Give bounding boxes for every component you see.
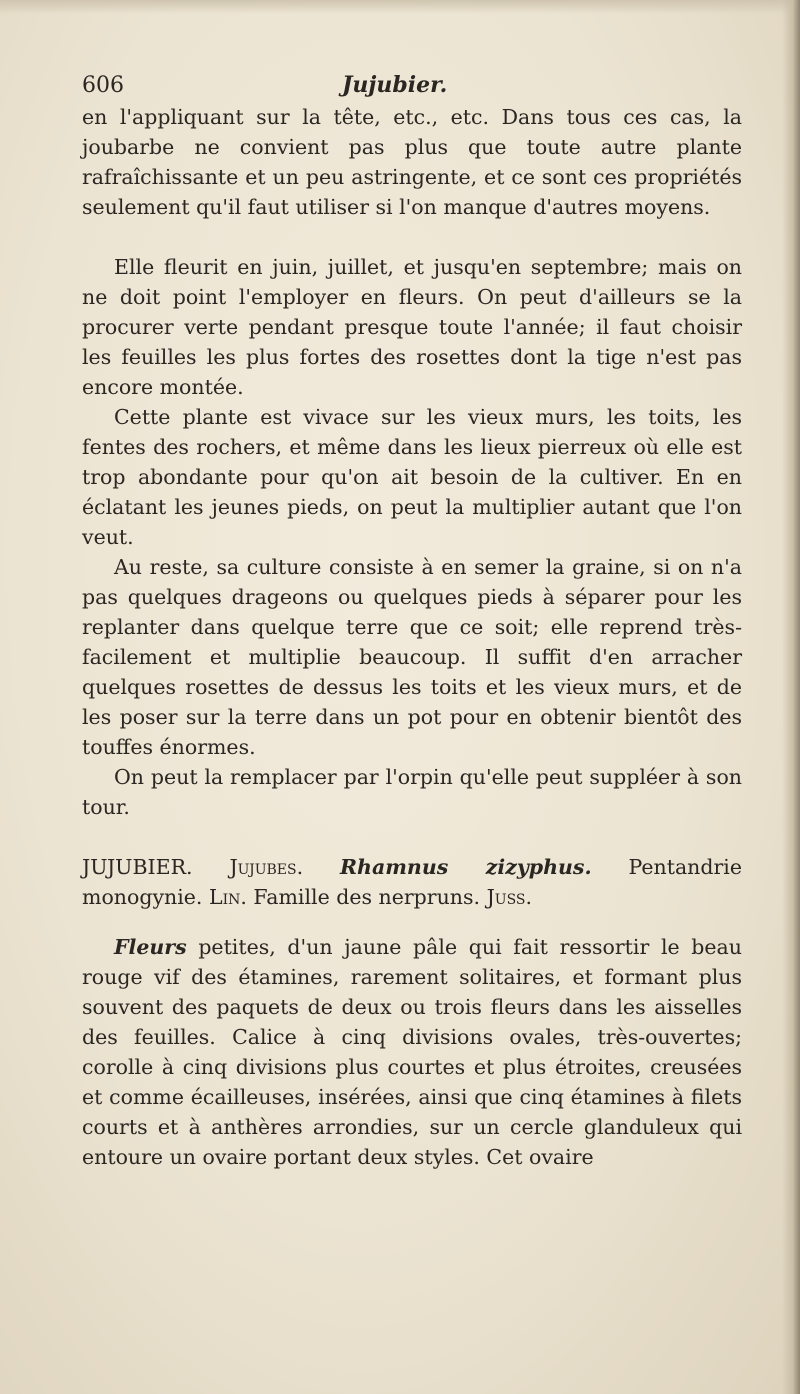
running-header bbox=[82, 70, 742, 102]
entry-french-name: Jujubes. bbox=[229, 855, 304, 879]
entry-family: Famille des nerpruns. bbox=[253, 885, 481, 909]
running-title: Jujubier. bbox=[342, 72, 448, 98]
page-binding-edge bbox=[782, 0, 800, 1394]
entry-heading bbox=[82, 852, 742, 912]
entry-name: JUJUBIER. bbox=[82, 855, 193, 879]
page-text bbox=[82, 70, 742, 1172]
entry-authority-linnaeus: Lin. bbox=[208, 885, 247, 909]
paragraph-3: Cette plante est vivace sur les vieux murs, les toits, les fentes des rochers, et même dans les lieux pierreux où elle est trop abondante pour qu'on ait besoin de la cultiver. En en éclatant les jeunes pieds, on peut la multiplier autant que l'on veut. bbox=[82, 405, 742, 549]
page-top-shadow bbox=[0, 0, 800, 14]
paragraph-5: On peut la remplacer par l'orpin qu'elle peut suppléer à son tour. bbox=[82, 765, 742, 819]
paragraph-4: Au reste, sa culture consiste à en semer la graine, si on n'a pas quelques drageons ou quelques pieds à séparer pour les replanter dans quelque terre que ce soit; elle reprend très-facilement et multiplie beaucoup. Il suffit d'en arracher quelques rosettes de dessus les toits et les vieux murs, et de les poser sur la terre dans un pot pour en obtenir bientôt des touffes énormes. bbox=[82, 555, 742, 759]
page-number: 606 bbox=[82, 73, 124, 98]
description-paragraph bbox=[82, 932, 742, 1172]
entry-latin-name: Rhamnus zizyphus. bbox=[340, 855, 592, 879]
entry-classification: Pentandrie monogynie. bbox=[82, 855, 742, 909]
paragraph-1: en l'appliquant sur la tête, etc., etc. Dans tous ces cas, la joubarbe ne convient pas plus que toute autre plante rafraîchissante et un peu astringente, et ce sont ces propriétés seulement qu'il faut utiliser si l'on manque d'autres moyens. bbox=[82, 105, 742, 219]
description-text: petites, d'un jaune pâle qui fait ressortir le beau rouge vif des étamines, rarement solitaires, et formant plus souvent des paquets de deux ou trois fleurs dans les aisselles des feuilles. Calice à cinq divisions ovales, très-ouvertes; corolle à cinq divisions plus courtes et plus étroites, creusées et comme écailleuses, insérées, ainsi que cinq étamines à filets courts et à anthères arrondies, sur un cercle glanduleux qui entoure un ovaire portant deux styles. Cet ovaire bbox=[82, 935, 742, 1169]
entry-authority-jussieu: Juss. bbox=[486, 885, 533, 909]
description-lead: Fleurs bbox=[114, 935, 187, 959]
paragraph-2: Elle fleurit en juin, juillet, et jusqu'en septembre; mais on ne doit point l'employer en fleurs. On peut d'ailleurs se la procurer verte pendant presque toute l'année; il faut choisir les feuilles les plus fortes des rosettes dont la tige n'est pas encore montée. bbox=[82, 255, 742, 399]
